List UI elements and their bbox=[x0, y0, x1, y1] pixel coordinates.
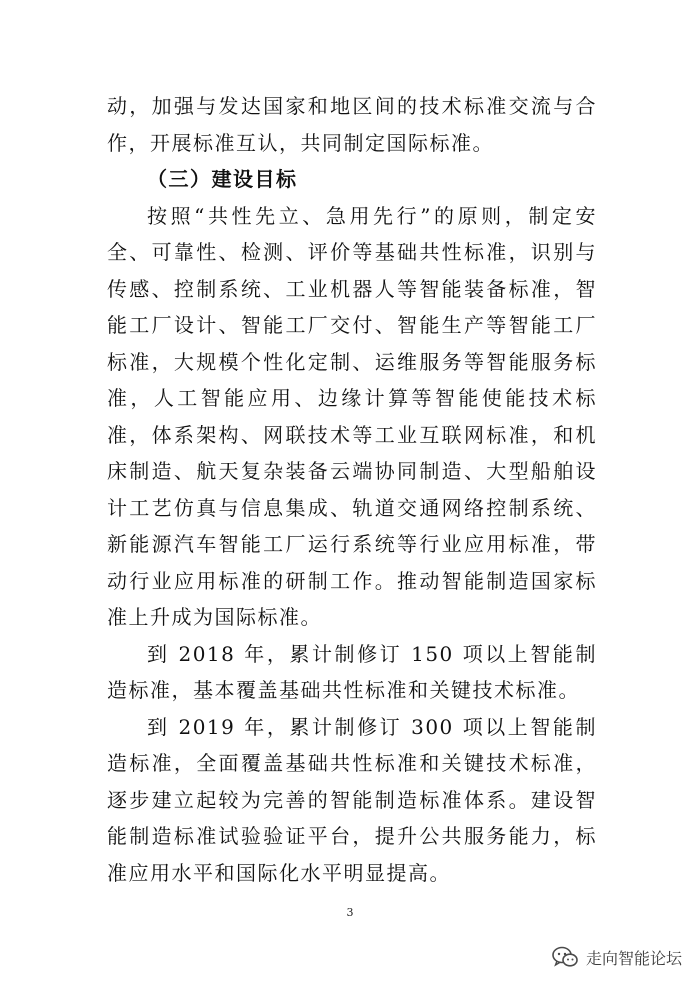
target-2019-paragraph: 到 2019 年，累计制修订 300 项以上智能制造标准，全面覆盖基础共性标准和关键技术标准，逐步建立起较为完善的智能制造标准体系。建设智能制造标准试验验证平台，提升公共服务能力，标准应用水平和国际化水平明显提高。 bbox=[107, 714, 597, 885]
wechat-icon bbox=[552, 946, 578, 968]
goal-paragraph: 按照“共性先立、急用先行”的原则，制定安全、可靠性、检测、评价等基础共性标准，识别与传感、控制系统、工业机器人等智能装备标准，智能工厂设计、智能工厂交付、智能生产等智能工厂标准，大规模个性化定制、运维服务等智能服务标准，人工智能应用、边缘计算等智能使能技术标准，体系架构、网联技术等工业互联网标准，和机床制造、航天复杂装备云端协同制造、大型船舶设计工艺仿真与信息集成、轨道交通网络控制系统、新能源汽车智能工厂运行系统等行业应用标准，带动行业应用标准的研制工作。推动智能制造国家标准上升成为国际标准。 bbox=[107, 203, 597, 629]
section-heading: （三）建设目标 bbox=[147, 167, 298, 191]
continuation-paragraph: 动，加强与发达国家和地区间的技术标准交流与合作，开展标准互认，共同制定国际标准。 bbox=[107, 94, 597, 155]
watermark bbox=[552, 943, 682, 971]
target-2018-paragraph: 到 2018 年，累计制修订 150 项以上智能制造标准，基本覆盖基础共性标准和关键技术标准。 bbox=[107, 641, 597, 702]
page-number: 3 bbox=[346, 906, 354, 919]
watermark-text: 走向智能论坛 bbox=[585, 948, 682, 968]
document-body bbox=[107, 88, 597, 891]
